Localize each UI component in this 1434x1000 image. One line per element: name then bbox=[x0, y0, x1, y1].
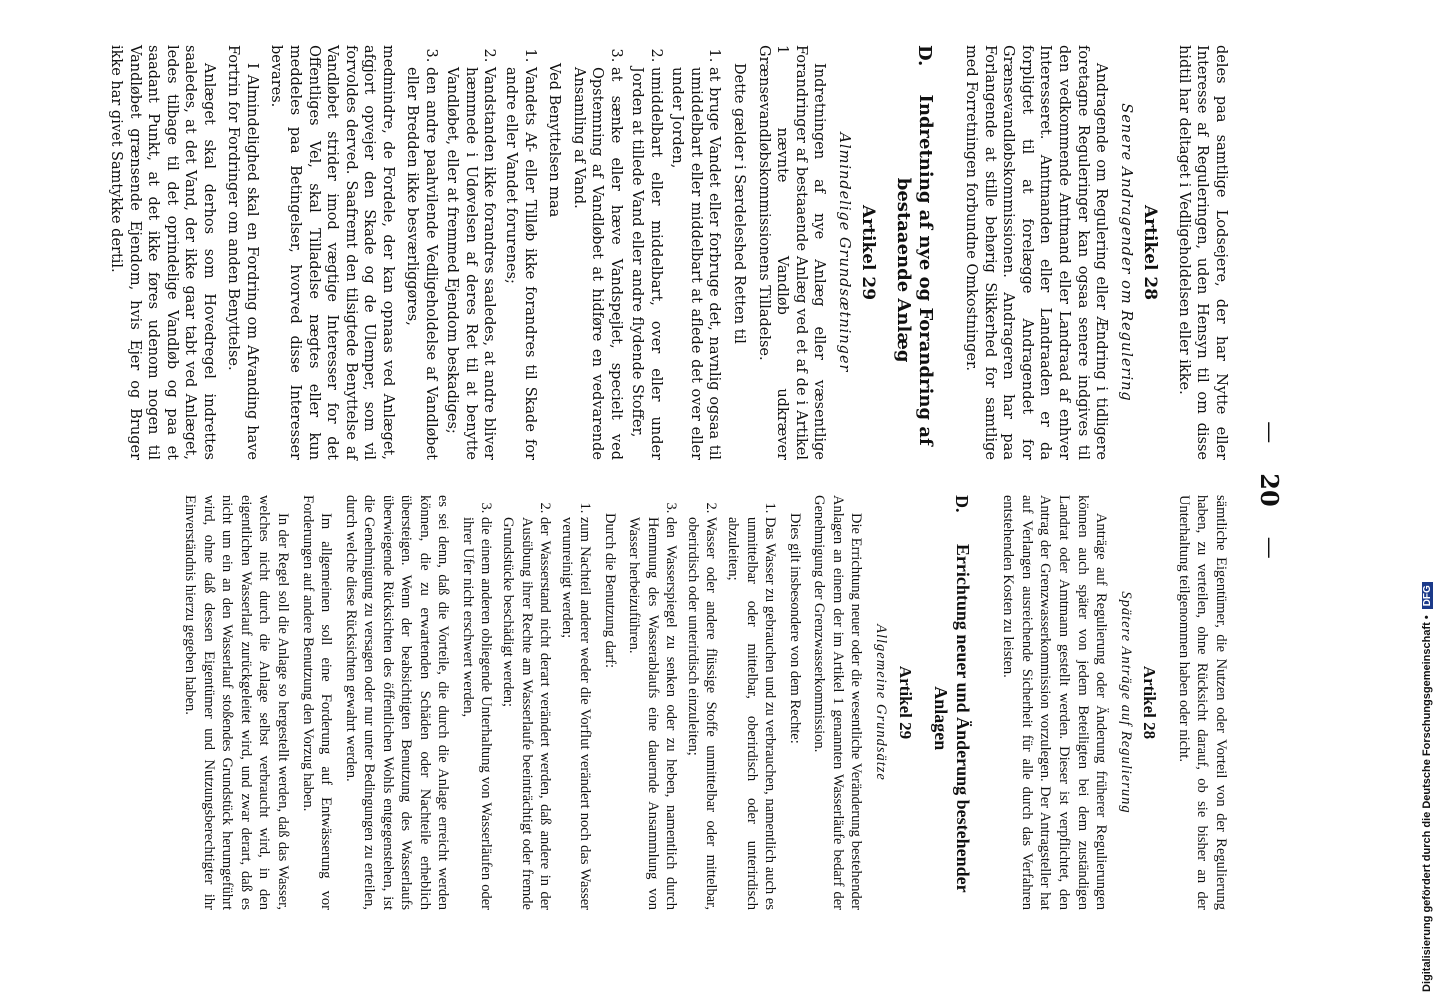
header-dash-right: — bbox=[1257, 536, 1283, 559]
list-item: 1. zum Nachteil anderer weder die Vorflut verändert noch das Wasser verunreinigt werden; bbox=[557, 517, 594, 910]
list-item: 2. umiddelbart eller middelbart, over eller under Jorden at tillede Vand eller andre flydende Stoffer, bbox=[628, 67, 665, 460]
german-intro: sämtliche Eigentümer, die Nutzen oder Vorteil von der Regulierung haben, zu verteilen, ohne Rücksicht darauf, ob sie bisher an der Unterhaltung teilgenommen haben oder nicht. bbox=[1175, 495, 1229, 910]
danish-art28-subtitle: Senere Andragender om Regulering bbox=[1117, 103, 1134, 402]
danish-column bbox=[101, 45, 1230, 460]
german-art29-p1: Die Errichtung neuer oder die wesentliche Veränderung bestehender Anlagen an einem der im Artikel 1 genannten Wasserläufe bedarf der Genehmigung der Grenzwasserkommission. bbox=[811, 495, 865, 910]
list-item: 3. at sænke eller hæve Vandspejlet, specielt ved Opstemning af Vandløbet at hidføre en vedvarende Ansamling af Vand. bbox=[569, 67, 625, 460]
list-item: 3. die einem anderen obliegende Unterhaltung von Wasserläufen oder ihrer Ufer nicht erschwert werden, bbox=[458, 517, 495, 910]
german-art29-p3: Durch die Benutzung darf: bbox=[601, 513, 618, 669]
german-section-title: Errichtung neuer und Änderung bestehender Anlagen bbox=[931, 543, 973, 893]
list-item: 1. Vandets Af- eller Tilløb ikke forandres til Skade for andre eller Vandet forurenes; bbox=[501, 67, 538, 460]
danish-section-letter: D. bbox=[913, 45, 935, 67]
danish-art29-p2: Dette gælder i Særdeleshed Retten til bbox=[731, 63, 748, 344]
list-item: 3. den Wasserspiegel zu senken oder zu heben, namentlich durch Hemmung des Wasserablaufs eine dauernde Ansammlung von Wasser herbeizuführen. bbox=[625, 517, 681, 910]
german-art29-title: Artikel 29 bbox=[895, 665, 915, 740]
german-list-restrictions bbox=[458, 495, 594, 910]
dfg-logo: DFG bbox=[1422, 582, 1433, 609]
digitization-credit bbox=[1418, 32, 1434, 992]
german-art29-subtitle: Allgemeine Grundsätze bbox=[872, 624, 889, 781]
german-section-heading bbox=[930, 495, 973, 910]
danish-art29-p5: I Almindelighed skal en Fordring om Afvanding have Fortrin for Fordringer om anden Benyttelse. bbox=[225, 45, 260, 460]
danish-art29-p3: Ved Benyttelsen maa bbox=[546, 63, 563, 218]
credit-text: Digitalisierung gefördert durch die Deutsche Forschungsgemeinschaft • bbox=[1421, 615, 1433, 992]
danish-art28-text: Andragende om Regulering eller Ændring i tidligere foretagne Reguleringer kan ogsaa senere indgives til den vedkommende Amtmand eller Landraad af enhver Interesseret. Amtmanden eller Landraaden er da forpligtet til at forelægge Andragendet for Grænsevandløbskommissionen. Andrageren har paa Forlangende at stille behørig Sikkerhed for samtlige med Forretningen forbundne Omkostninger. bbox=[963, 45, 1110, 460]
page-number: 20 bbox=[1255, 473, 1285, 507]
list-item: 3. den andre paahvilende Vedligeholdelse af Vandløbet eller Bredden ikke besværliggøres, bbox=[403, 67, 440, 460]
danish-intro: deles paa samtlige Lodsejere, der har Nytte eller Interesse af Reguleringen, uden Hensyn til om disse hidtil har deltaget i Vedligeholdelsen eller ikke. bbox=[1175, 45, 1229, 460]
german-art29-p2: Dies gilt insbesondere von dem Rechte: bbox=[786, 513, 803, 744]
danish-art29-p4: medmindre, de Fordele, der kan opnaas ved Anlæget, afgjort opvejer den Skade og de Ulemper, som vil forvoldes derved. Saafremt den tilsigtede Benyttelse af Vandløbet strider imod vægtige Interesser for det Offentliges Vel, skal Tilladelse nægtes eller kun meddeles paa Betingelser, hvorved disse Interesser bevares. bbox=[268, 45, 396, 460]
german-art29-p5: Im allgemeinen soll eine Forderung auf Entwässerung vor Forderungen auf andere Benutzung den Vorzug haben. bbox=[299, 495, 335, 910]
german-art28-title: Artikel 28 bbox=[1140, 665, 1160, 740]
page-header bbox=[1240, 40, 1300, 940]
list-item: 1. Das Wasser zu gebrauchen und zu verbrauchen, namentlich auch es unmittelbar oder mittelbar, oberirdisch oder unterirdisch abzuleiten; bbox=[723, 517, 779, 910]
german-column bbox=[175, 495, 1230, 910]
header-dash-left: — bbox=[1257, 421, 1283, 444]
danish-list-rights bbox=[569, 45, 723, 460]
list-item: 2. Wasser oder andere flüssige Stoffe unmittelbar oder mittelbar, oberirdisch oder unterirdisch einzuleiten; bbox=[683, 517, 720, 910]
danish-art28-title: Artikel 28 bbox=[1140, 204, 1161, 301]
german-art28-subtitle: Spätere Anträge auf Regulierung bbox=[1117, 591, 1134, 814]
danish-art29-p6: Anlæget skal derhos som Hovedregel indrettes saaledes, at det Vand, der ikke gaar tabt ved Anlæget, ledes tilbage til det oprindelige Vandløb og paa et saadant Punkt, at det ikke føres udenom nogen til Vandløbet grænsende Ejendom, hvis Ejer og Bruger ikke har givet Samtykke dertil. bbox=[108, 45, 217, 460]
list-item: 1. at bruge Vandet eller forbruge det, navnlig ogsaa til umiddelbart eller middelbart at aflede det over eller under Jorden, bbox=[668, 67, 724, 460]
german-list-rights bbox=[625, 495, 779, 910]
danish-list-restrictions bbox=[403, 45, 539, 460]
german-section-letter: D. bbox=[951, 495, 972, 513]
danish-section-heading bbox=[893, 45, 936, 460]
danish-art29-p1: Indretningen af nye Anlæg eller væsentlige Forandringer af bestaaende Anlæg ved et af de i Artikel 1 nævnte Vandløb udkræver Grænsevandløbskommissionens Tilladelse. bbox=[755, 45, 828, 460]
danish-art29-subtitle: Almindelige Grundsætninger bbox=[835, 132, 852, 373]
german-art29-p6: In der Regel soll die Anlage so hergestellt werden, daß das Wasser, welches nicht durch die Anlage selbst verbraucht wird, in den eigentlichen Wasserlauf zurückgeleitet wird, und zwar derart, daß es nicht um ein an den Wasserlauf stoßendes Grundstück herumgeführt wird, ohne daß dessen Eigentümer und Nutzungsberechtigter ihr Einverständnis hierzu gegeben haben. bbox=[182, 495, 291, 910]
german-art28-text: Anträge auf Regulierung oder Änderung früherer Regulierungen können auch später von jedem Beteiligten bei dem zuständigen Landrat oder Amtmann gestellt werden. Dieser ist verpflichtet, den Antrag der Grenzwasserkommission vorzulegen. Der Antragsteller hat auf Verlangen ausreichende Sicherheit für alle durch das Verfahren entstehenden Kosten zu leisten. bbox=[1000, 495, 1110, 910]
list-item: 2. Vandstanden ikke forandres saaledes, at andre bliver hæmmede i Udøvelsen af deres Ret til at benytte Vandløbet, eller at fremmed Ejendom beskadiges; bbox=[443, 67, 499, 460]
danish-art29-title: Artikel 29 bbox=[858, 204, 879, 301]
danish-section-title: Indretning af nye og Forandring af bestaaende Anlæg bbox=[893, 94, 936, 446]
document-page bbox=[40, 40, 1300, 940]
german-art29-p4: es sei denn, daß die Vorteile, die durch die Anlage erreicht werden können, die zu erwartenden Schäden oder Nachteile erheblich übersteigen. Wenn der beabsichtigten Benutzung des Wasserlaufs überwiegende Rücksichten des öffentlichen Wohls entgegenstehen, ist die Genehmigung zu versagen oder nur unter Bedingungen zu erteilen, durch welche diese Rücksichten gewahrt werden. bbox=[342, 495, 452, 910]
list-item: 2. der Wasserstand nicht derart verändert werden, daß andere in der Ausübung ihrer Rechte am Wasserlaufe beeinträchtigt oder fremde Grundstücke beschädigt werden; bbox=[498, 517, 554, 910]
